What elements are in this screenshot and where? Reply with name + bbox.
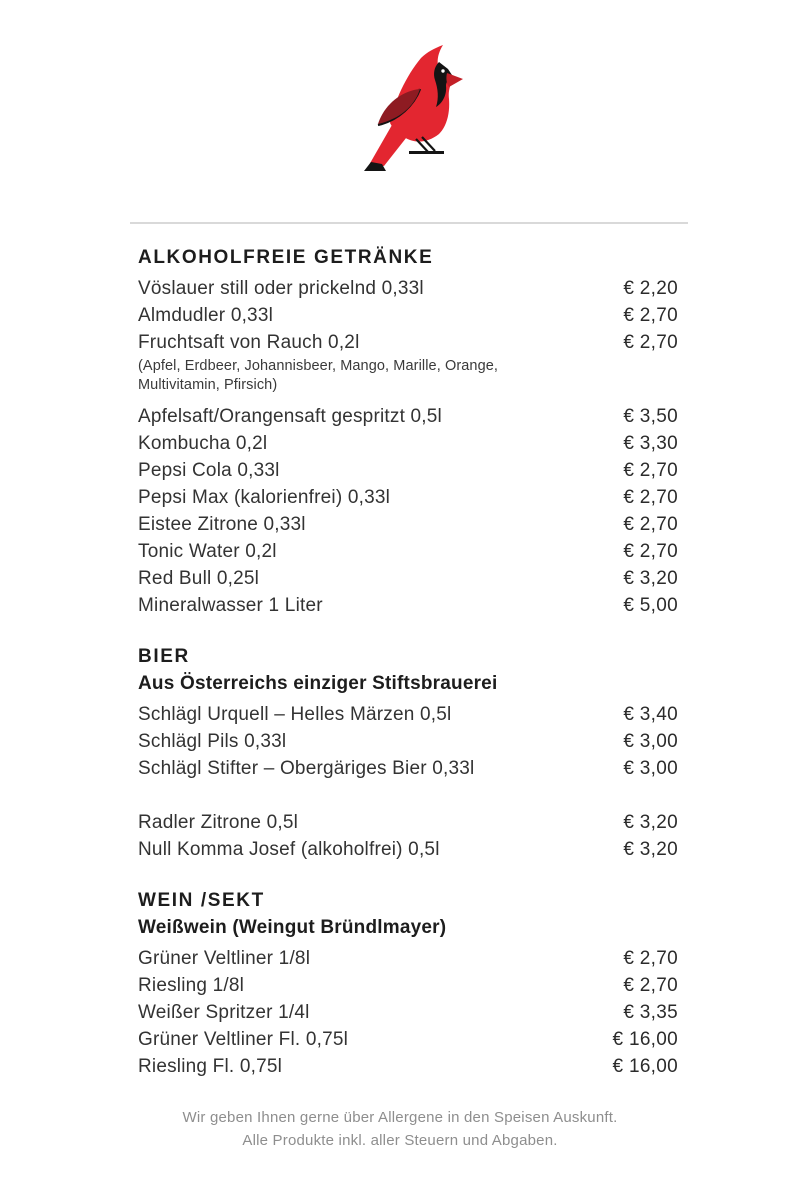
menu-item-row	[138, 511, 678, 538]
item-note: (Apfel, Erdbeer, Johannisbeer, Mango, Marille, Orange, Multivitamin, Pfirsich)	[138, 358, 499, 393]
menu-item-row	[138, 302, 678, 329]
item-price: € 2,70	[623, 332, 678, 353]
menu-section	[138, 643, 678, 863]
menu-item-row	[138, 565, 678, 592]
item-price: € 2,70	[623, 460, 678, 481]
menu-item	[138, 809, 678, 836]
cardinal-bird-icon	[363, 42, 467, 177]
section-subtitle: Weißwein (Weingut Bründlmayer)	[138, 917, 447, 938]
item-name: Apfelsaft/Orangensaft gespritzt 0,5l	[138, 406, 442, 427]
item-name: Red Bull 0,25l	[138, 568, 260, 589]
item-name: Schlägl Pils 0,33l	[138, 731, 287, 752]
menu-item	[138, 755, 678, 782]
section-title: WEIN /SEKT	[138, 890, 265, 911]
menu-item-row	[138, 329, 678, 356]
menu-item	[138, 999, 678, 1026]
menu-item	[138, 430, 678, 457]
item-name: Tonic Water 0,2l	[138, 541, 277, 562]
menu-item-row	[138, 972, 678, 999]
menu-item	[138, 302, 678, 329]
section-title: BIER	[138, 646, 190, 667]
item-name: Grüner Veltliner 1/8l	[138, 948, 311, 969]
menu-item	[138, 701, 678, 728]
item-name: Null Komma Josef (alkoholfrei) 0,5l	[138, 839, 440, 860]
item-price: € 3,00	[623, 731, 678, 752]
item-price: € 2,70	[623, 541, 678, 562]
menu-item-row	[138, 999, 678, 1026]
menu-item-row	[138, 275, 678, 302]
item-price: € 2,20	[623, 278, 678, 299]
menu-section	[138, 887, 678, 1080]
item-price: € 2,70	[623, 514, 678, 535]
menu-item-row	[138, 592, 678, 619]
section-items	[138, 701, 678, 863]
menu-section	[138, 244, 678, 619]
menu-item	[138, 836, 678, 863]
item-price: € 3,20	[623, 568, 678, 589]
section-items	[138, 945, 678, 1080]
item-name: Schlägl Urquell – Helles Märzen 0,5l	[138, 704, 452, 725]
menu-item	[138, 484, 678, 511]
footer-line-2: Alle Produkte inkl. aller Steuern und Abgaben.	[242, 1132, 558, 1149]
divider	[130, 222, 688, 224]
group-spacer	[138, 782, 678, 809]
menu-item	[138, 945, 678, 972]
menu-item	[138, 592, 678, 619]
footer-line-1: Wir geben Ihnen gerne über Allergene in den Speisen Auskunft.	[182, 1109, 618, 1126]
menu-item	[138, 329, 678, 395]
item-name: Riesling Fl. 0,75l	[138, 1056, 283, 1077]
menu-item	[138, 511, 678, 538]
section-items	[138, 275, 678, 619]
menu-item-row	[138, 457, 678, 484]
menu-item	[138, 457, 678, 484]
menu-item-row	[138, 755, 678, 782]
item-name: Fruchtsaft von Rauch 0,2l	[138, 332, 360, 353]
footer	[0, 1106, 800, 1152]
menu-item-row	[138, 809, 678, 836]
item-name: Weißer Spritzer 1/4l	[138, 1002, 310, 1023]
menu-item	[138, 1026, 678, 1053]
menu-item-row	[138, 728, 678, 755]
item-price: € 2,70	[623, 948, 678, 969]
item-name: Kombucha 0,2l	[138, 433, 268, 454]
item-name: Vöslauer still oder prickelnd 0,33l	[138, 278, 424, 299]
item-price: € 3,50	[623, 406, 678, 427]
menu-item	[138, 728, 678, 755]
item-name: Pepsi Max (kalorienfrei) 0,33l	[138, 487, 391, 508]
menu-item	[138, 1053, 678, 1080]
item-price: € 3,35	[623, 1002, 678, 1023]
item-name: Grüner Veltliner Fl. 0,75l	[138, 1029, 349, 1050]
menu-item-row	[138, 484, 678, 511]
item-price: € 2,70	[623, 487, 678, 508]
item-name: Mineralwasser 1 Liter	[138, 595, 323, 616]
item-name: Pepsi Cola 0,33l	[138, 460, 280, 481]
item-price: € 16,00	[612, 1056, 678, 1077]
section-subtitle: Aus Österreichs einziger Stiftsbrauerei	[138, 673, 498, 694]
item-price: € 3,40	[623, 704, 678, 725]
menu-item-row	[138, 945, 678, 972]
logo	[363, 42, 467, 178]
item-price: € 5,00	[623, 595, 678, 616]
item-name: Almdudler 0,33l	[138, 305, 274, 326]
item-price: € 3,20	[623, 812, 678, 833]
menu-item-row	[138, 430, 678, 457]
menu-item	[138, 565, 678, 592]
item-name: Radler Zitrone 0,5l	[138, 812, 299, 833]
menu-item	[138, 538, 678, 565]
menu-item-row	[138, 403, 678, 430]
menu-item-row	[138, 836, 678, 863]
section-title: ALKOHOLFREIE GETRÄNKE	[138, 247, 434, 268]
item-price: € 2,70	[623, 975, 678, 996]
menu-item	[138, 403, 678, 430]
menu	[138, 244, 678, 1080]
item-name: Riesling 1/8l	[138, 975, 245, 996]
menu-item-row	[138, 1053, 678, 1080]
item-price: € 16,00	[612, 1029, 678, 1050]
item-price: € 3,20	[623, 839, 678, 860]
menu-item-row	[138, 538, 678, 565]
item-name: Eistee Zitrone 0,33l	[138, 514, 306, 535]
item-price: € 3,00	[623, 758, 678, 779]
menu-item-row	[138, 1026, 678, 1053]
menu-item	[138, 972, 678, 999]
menu-item	[138, 275, 678, 302]
item-name: Schlägl Stifter – Obergäriges Bier 0,33l	[138, 758, 475, 779]
item-price: € 2,70	[623, 305, 678, 326]
item-price: € 3,30	[623, 433, 678, 454]
menu-item-row	[138, 701, 678, 728]
